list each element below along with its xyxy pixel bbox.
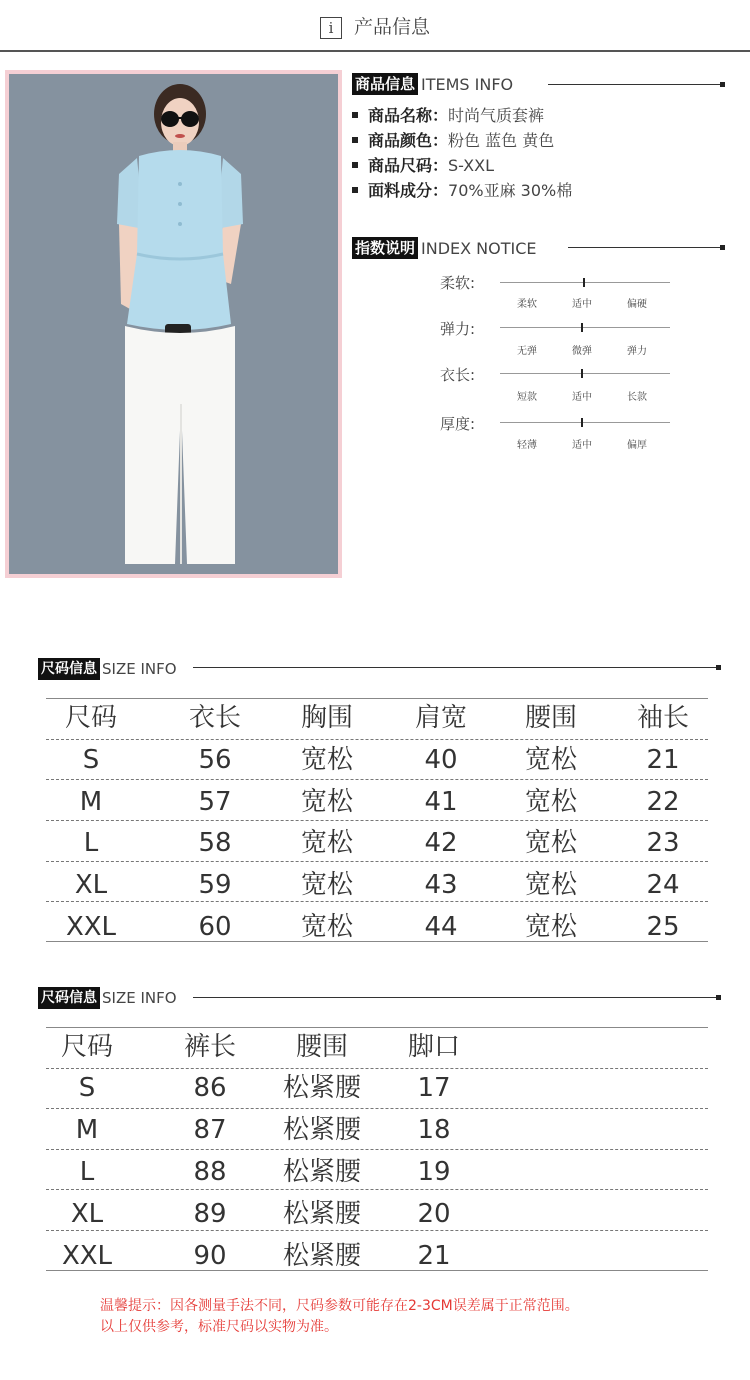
index-option: 弹力 [627,346,647,357]
table-cell: 松紧腰 [282,1199,361,1229]
size-info-tag: 尺码信息 [38,987,100,1009]
index-option: 微弹 [572,346,592,357]
table-cell: 22 [646,787,680,817]
table-cell: XL [70,1199,104,1229]
table-cell: 58 [198,828,232,858]
info-value: 时尚气质套裤 [448,106,545,125]
bullet-icon [352,187,358,193]
table-cell: 19 [417,1157,451,1187]
table-cell: 宽松 [524,912,577,942]
table-header-cell: 腰围 [524,703,577,733]
table-cell: 86 [193,1073,227,1103]
table-cell: 17 [417,1073,451,1103]
info-key: 商品名称： [368,106,449,125]
page-header [0,10,750,44]
items-info-rule [548,84,720,85]
table-header-cell: 衣长 [188,703,241,733]
table-cell: 23 [646,828,680,858]
table-cell: L [79,1157,95,1187]
index-scale-elasticity [500,327,670,328]
table-cell: 90 [193,1241,227,1271]
index-marker-elasticity [581,323,583,332]
index-option: 无弹 [517,346,537,357]
table-row [0,740,750,780]
index-option: 适中 [572,440,592,451]
index-marker-thickness [581,418,583,427]
bullet-icon [352,112,358,118]
table-row-divider [46,779,708,781]
page-title: 产品信息 [353,16,430,38]
table-cell: 宽松 [524,787,577,817]
table-row-divider [46,901,708,903]
table-row [0,782,750,822]
size-info-title-en: SIZE INFO [102,660,177,678]
table-cell: 宽松 [300,787,353,817]
table-cell: XL [74,870,108,900]
table-cell: 88 [193,1157,227,1187]
header-divider [0,50,750,52]
items-info-title-en: ITEMS INFO [421,74,514,94]
table-cell: S [82,745,100,775]
index-label-length: 衣长: [440,366,476,384]
table-cell: 44 [424,912,458,942]
index-notice-heading [352,237,537,259]
table-cell: 57 [198,787,232,817]
table-cell: 松紧腰 [282,1073,361,1103]
size-info-tag: 尺码信息 [38,658,100,680]
table-cell: 25 [646,912,680,942]
table-header-cell: 裤长 [183,1032,236,1062]
info-row-fabric [352,178,742,203]
table-cell: 宽松 [524,870,577,900]
items-info-heading [352,73,513,95]
info-value: S-XXL [448,156,494,175]
index-notice-tag: 指数说明 [352,237,418,259]
table-row [0,1110,750,1150]
table-cell: 宽松 [524,745,577,775]
table-header-cell: 袖长 [636,703,689,733]
index-label-elasticity: 弹力: [440,320,476,338]
index-scale-length [500,373,670,374]
table-cell: 宽松 [300,870,353,900]
index-marker-softness [583,278,585,287]
index-option: 偏硬 [627,299,647,310]
size-info-heading-top [38,658,177,680]
table-cell: 43 [424,870,458,900]
bullet-icon [352,137,358,143]
info-key: 商品尺码： [368,156,449,175]
index-label-softness: 柔软: [440,274,476,292]
index-option: 柔软 [517,299,537,310]
table-cell: 87 [193,1115,227,1145]
table-header-cell: 尺码 [60,1032,113,1062]
table-cell: 20 [417,1199,451,1229]
table-cell: 18 [417,1115,451,1145]
table-header-cell: 腰围 [295,1032,348,1062]
index-marker-length [581,369,583,378]
size-info-title-en: SIZE INFO [102,989,177,1007]
table-cell: 松紧腰 [282,1157,361,1187]
items-info-tag: 商品信息 [352,73,418,95]
table-cell: S [78,1073,96,1103]
table-cell: 松紧腰 [282,1115,361,1145]
index-notice-rule-end [720,245,725,250]
index-scale-thickness [500,422,670,423]
info-icon: i [320,17,342,39]
table-cell: 21 [417,1241,451,1271]
info-value: 70%亚麻 30%棉 [448,181,573,200]
table-cell: 40 [424,745,458,775]
table-cell: 松紧腰 [282,1241,361,1271]
table-cell: XXL [65,912,117,942]
size-info-rule-end-bottom [716,995,721,1000]
info-value: 粉色 蓝色 黄色 [448,131,555,150]
index-option: 偏厚 [627,440,647,451]
table-header-cell: 胸围 [300,703,353,733]
size-info-rule-end-top [716,665,721,670]
table-top-border [46,1027,708,1029]
info-key: 商品颜色： [368,131,449,150]
table-cell: 41 [424,787,458,817]
size-info-rule-bottom [193,997,717,998]
table-row [0,1068,750,1108]
table-top-border [46,698,708,700]
index-option: 适中 [572,392,592,403]
table-bottom-border [46,1270,708,1272]
table-row-divider [46,861,708,863]
info-key: 面料成分： [368,181,449,200]
table-cell: 60 [198,912,232,942]
index-label-thickness: 厚度: [440,415,476,433]
table-cell: 宽松 [300,745,353,775]
size-info-rule-top [193,667,717,668]
index-option: 适中 [572,299,592,310]
table-bottom-border [46,941,708,943]
table-cell: M [79,787,103,817]
index-scale-softness [500,282,670,283]
table-row-divider [46,1149,708,1151]
table-row [0,1152,750,1192]
index-option: 短款 [517,392,537,403]
product-photo [9,74,338,574]
table-cell: 89 [193,1199,227,1229]
table-row [0,865,750,905]
table-header-cell: 肩宽 [414,703,467,733]
table-cell: XXL [61,1241,113,1271]
table-row-divider [46,1189,708,1191]
table-cell: 21 [646,745,680,775]
table-cell: 24 [646,870,680,900]
index-notice-rule [568,247,720,248]
table-header-cell: 脚口 [407,1032,460,1062]
size-info-heading-bottom [38,987,177,1009]
table-cell: 56 [198,745,232,775]
table-cell: L [83,828,99,858]
disclaimer-line: 温馨提示：因各测量手法不同，尺码参数可能存在2-3CM误差属于正常范围。 [100,1298,579,1314]
info-row-color [352,128,742,153]
model-illustration [9,74,338,574]
size-disclaimer [100,1296,700,1338]
table-row [0,1194,750,1234]
index-option: 长款 [627,392,647,403]
table-cell: 宽松 [524,828,577,858]
items-info-list [352,103,742,203]
info-row-size [352,153,742,178]
table-cell: 宽松 [300,912,353,942]
disclaimer-line: 以上仅供参考，标准尺码以实物为准。 [100,1319,338,1335]
table-cell: 宽松 [300,828,353,858]
index-notice-title-en: INDEX NOTICE [421,238,537,258]
index-option: 轻薄 [517,440,537,451]
table-row [0,823,750,863]
table-cell: M [75,1115,99,1145]
table-row-divider [46,1230,708,1232]
table-row-divider [46,820,708,822]
table-cell: 59 [198,870,232,900]
items-info-rule-end [720,82,725,87]
info-row-name [352,103,742,128]
table-cell: 42 [424,828,458,858]
table-header-cell: 尺码 [64,703,117,733]
bullet-icon [352,162,358,168]
